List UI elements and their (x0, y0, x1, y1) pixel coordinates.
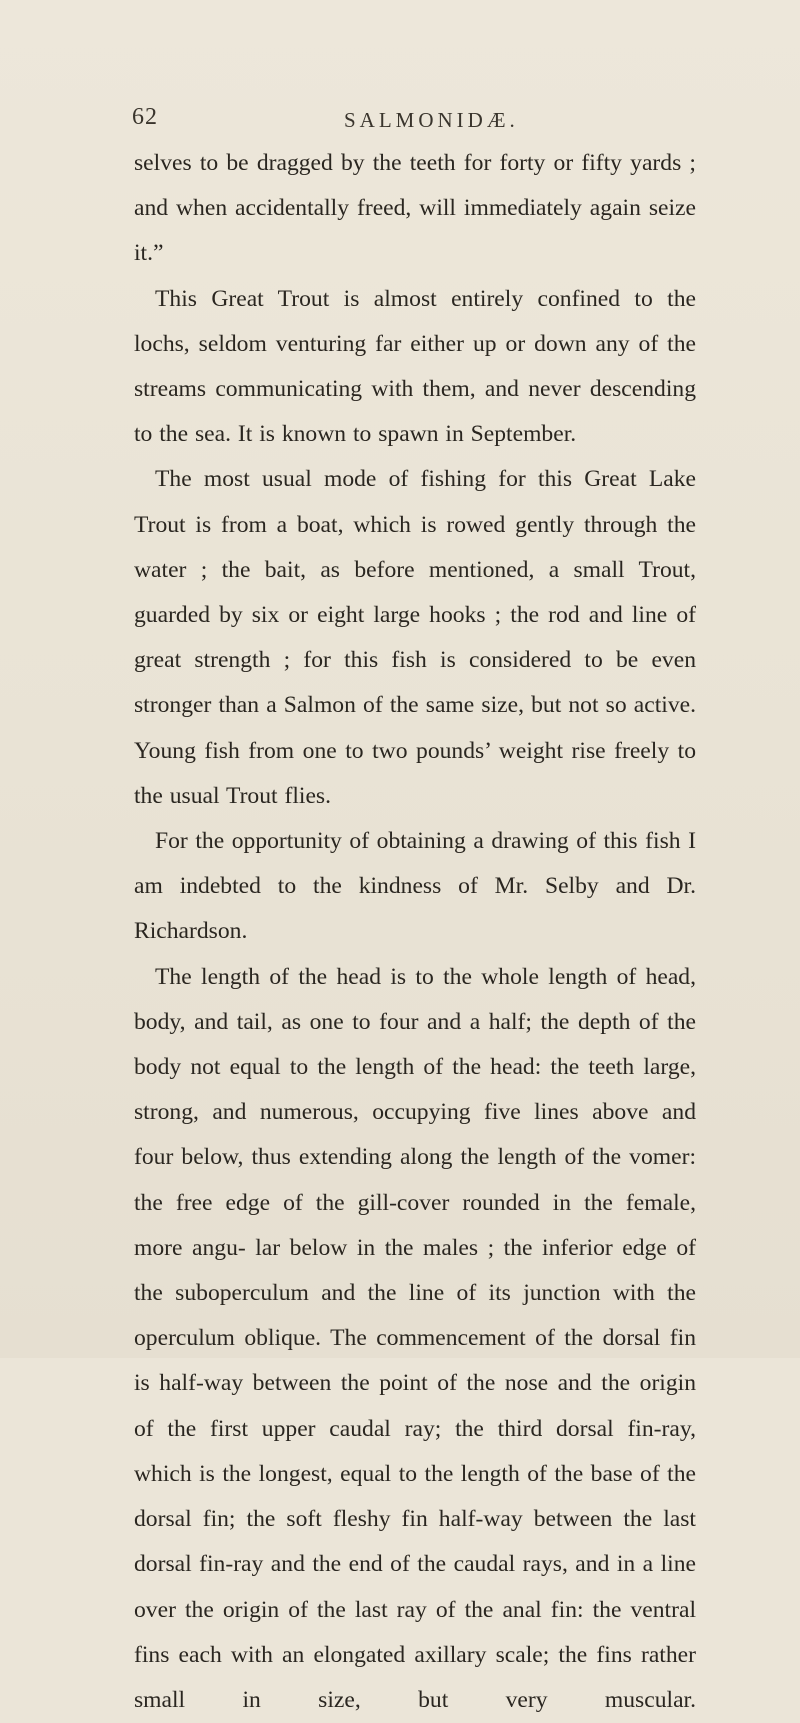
paragraph-habitat: This Great Trout is almost entirely confined to the lochs, seldom venturing far either up or down any of the streams communicating with them, and never descending to the sea. It is known to spawn in September. (134, 285, 696, 448)
paragraph-acknowledgement: For the opportunity of obtaining a drawing of this fish I am indebted to the kindness of Mr. Selby and Dr. Richardson. (134, 828, 696, 945)
paragraph-bait-continuation: selves to be dragged by the teeth for forty or fifty yards ; and when accidentally freed, will immediately again seize it.” (134, 150, 696, 267)
body-text (134, 141, 696, 1723)
paragraph-fishing-method: The most usual mode of fishing for this Great Lake Trout is from a boat, which is rowed gently through the water ; the bait, as before mentioned, a small Trout, guarded by six or eight large hooks ; the rod and line of great strength ; for this fish is considered to be even stronger than a Salmon of the same size, but not so active. Young fish from one to two pounds’ weight rise freely to the usual Trout flies. (134, 466, 696, 809)
running-head (132, 104, 696, 144)
running-title: SALMONIDÆ. (344, 108, 519, 132)
page-number: 62 (132, 104, 158, 130)
paragraph-description: The length of the head is to the whole length of head, body, and tail, as one to four and a half; the depth of the body not equal to the length of the head: the teeth large, strong, and numerous, occupying five lines above and four below, thus extending along the length of the vomer: the free edge of the gill-cover rounded in the female, more angu- lar below in the males ; the inferior edge of the suboperculum and the line of its junction with the operculum oblique. The commencement of the dorsal fin is half-way between the point of the nose and the origin of the first upper caudal ray; the third dorsal fin-ray, which is the longest, equal to the length of the base of the dorsal fin; the soft fleshy fin half-way between the last dorsal fin-ray and the end of the caudal rays, and in a line over the origin of the last ray of the anal fin: the ventral fins each with an elongated axillary scale; the fins rather small in size, but very muscular. (134, 963, 696, 1713)
